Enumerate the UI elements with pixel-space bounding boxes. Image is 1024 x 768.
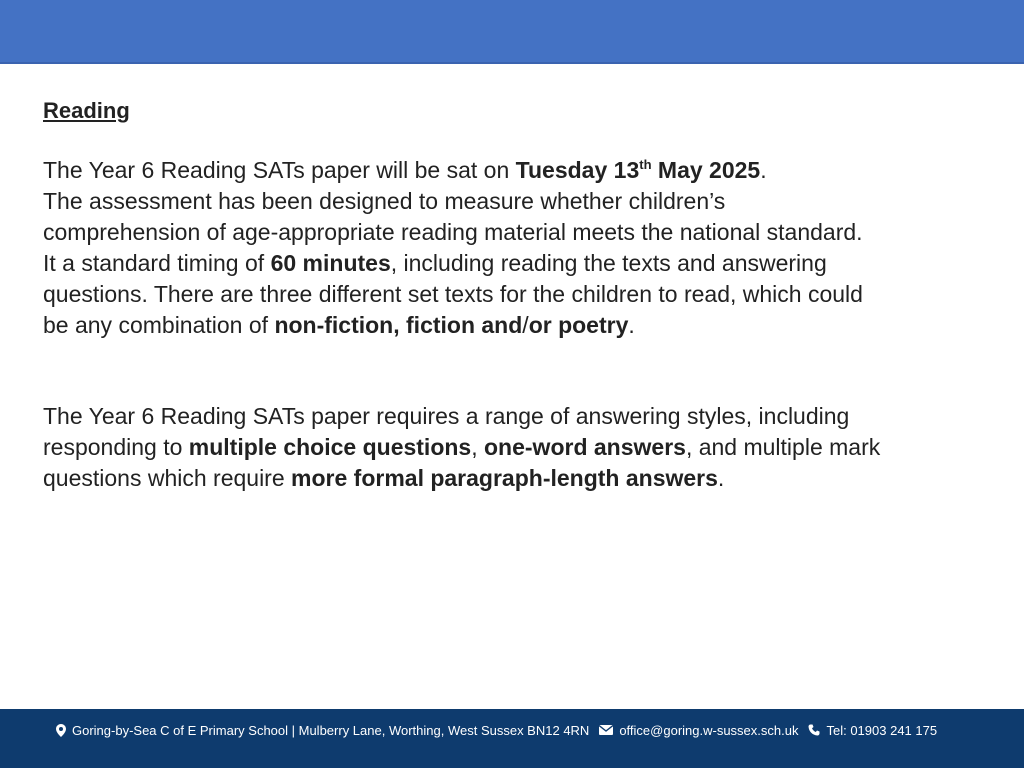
text: . — [628, 312, 635, 338]
test-date-day: Tuesday 13 — [515, 157, 640, 183]
header-band — [0, 0, 1024, 64]
footer-band — [0, 709, 1024, 768]
footer-address: Goring-by-Sea C of E Primary School | Mulberry Lane, Worthing, West Sussex BN12 4RN — [72, 722, 590, 738]
footer-contact-line — [56, 721, 937, 739]
text: The assessment has been designed to measure whether children’s — [43, 188, 726, 214]
mcq-emphasis: multiple choice questions — [188, 434, 472, 460]
text: , — [471, 434, 484, 460]
text: comprehension of age-appropriate reading material meets the national standard. — [43, 219, 863, 245]
slide-content — [43, 96, 1003, 494]
one-word-emphasis: one-word answers — [484, 434, 686, 460]
text: , including reading the texts and answering — [390, 250, 827, 276]
formal-answers-emphasis: more formal paragraph-length answers — [291, 465, 718, 491]
text: . — [717, 465, 725, 491]
text: , and multiple mark — [685, 434, 881, 460]
paragraph-answer-styles — [43, 401, 1003, 494]
ordinal-suffix: th — [639, 157, 652, 172]
phone-icon — [808, 724, 820, 736]
text: be any combination of — [43, 312, 275, 338]
test-date-month-year: May 2025 — [651, 157, 761, 183]
text: questions which require — [43, 465, 292, 491]
text: The Year 6 Reading SATs paper will be sat on — [43, 157, 516, 183]
text: It a standard timing of — [43, 250, 271, 276]
text: / — [522, 312, 529, 338]
footer-email[interactable]: office@goring.w-sussex.sch.uk — [619, 722, 799, 738]
footer-telephone: Tel: 01903 241 175 — [826, 722, 938, 738]
text: questions. There are three different set texts for the children to read, which could — [43, 281, 863, 307]
text: responding to — [43, 434, 189, 460]
section-heading: Reading — [43, 98, 130, 123]
test-date — [516, 157, 761, 183]
timing-value: 60 minutes — [270, 250, 391, 276]
envelope-icon — [599, 725, 613, 735]
text: The Year 6 Reading SATs paper requires a range of answering styles, including — [43, 403, 850, 429]
text: . — [760, 157, 767, 183]
genres-emphasis: non-fiction, fiction and — [274, 312, 523, 338]
paragraph-timing — [43, 155, 1003, 341]
location-pin-icon — [56, 724, 66, 737]
genres-emphasis-poetry: or poetry — [528, 312, 629, 338]
